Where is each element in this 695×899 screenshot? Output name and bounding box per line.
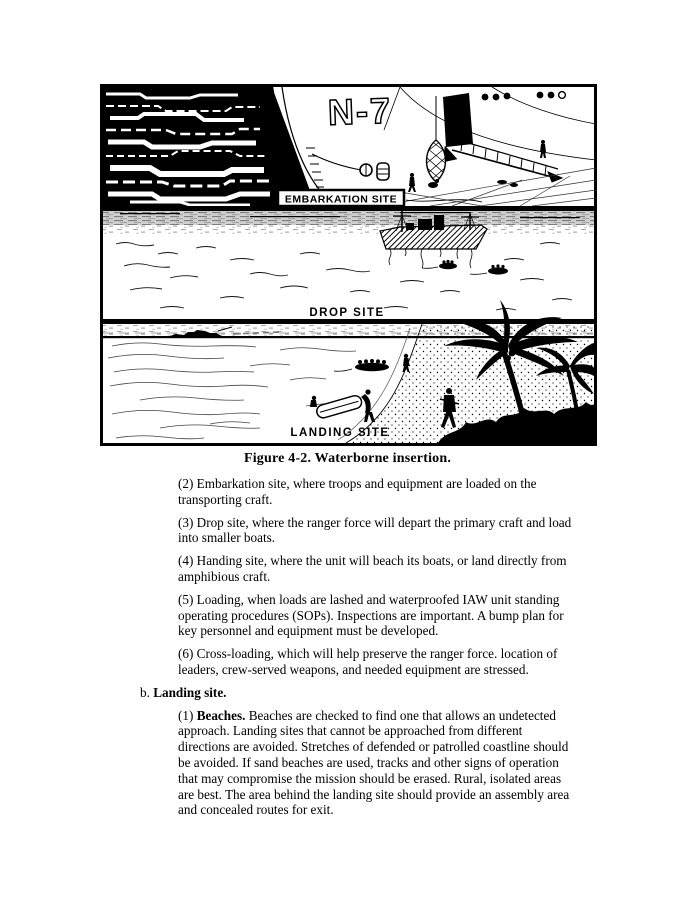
body-text (140, 476, 598, 825)
svg-text:EMBARKATION SITE: EMBARKATION SITE (284, 193, 398, 206)
ship-hull-marking: N-7 (327, 89, 393, 133)
drop-site-label: DROP SITE (309, 307, 385, 319)
panel-divider-2 (103, 319, 594, 324)
figure-illustration (100, 84, 597, 446)
horizon-haze (103, 225, 594, 234)
panel-divider (103, 206, 594, 211)
cargo-doorway (443, 93, 473, 147)
paragraph-3: (3) Drop site, where the ranger force will depart the primary craft and load into smaller boats. (178, 514, 572, 546)
waterborne-insertion-figure (100, 84, 597, 446)
paragraph-b1-beaches: (1) Beaches. Beaches are checked to find one that allows an undetected approach. Landing sites that cannot be approached from different directions are avoided. Stretches of defended or patrolled coastline should be avoided. If sand beaches are used, tracks and other signs of operation that may compromise the mission should be erased. Rural, isolated areas are best. The area behind the landing site should provide an assembly area and concealed routes for exit. (178, 708, 594, 819)
item-b-title: Landing site. (153, 684, 227, 700)
figure-caption: Figure 4-2. Waterborne insertion. (243, 451, 452, 466)
paragraph-6: (6) Cross-loading, which will help preserve the ranger force. location of leaders, crew-served weapons, and needed equipment are stressed. (178, 646, 558, 677)
paragraph-4: (4) Handing site, where the unit will beach its boats, or land directly from amphibious craft. (178, 553, 567, 584)
landing-site-label: LANDING SITE (290, 427, 390, 439)
paragraph-5: (5) Loading, when loads are lashed and waterproofed IAW unit standing operating procedures (SOPs). Inspections are important. A bump plan for key personnel and equipment must be developed. (178, 591, 564, 639)
item-b-heading: b. Landing site. (140, 684, 227, 700)
beaches-line-1: (1) Beaches. Beaches are checked to find one that allows an undetected (178, 707, 556, 723)
paragraph-2: (2) Embarkation site, where troops and equipment are loaded on the transporting craft. (178, 476, 537, 507)
beaches-lead: Beaches. (196, 707, 246, 723)
